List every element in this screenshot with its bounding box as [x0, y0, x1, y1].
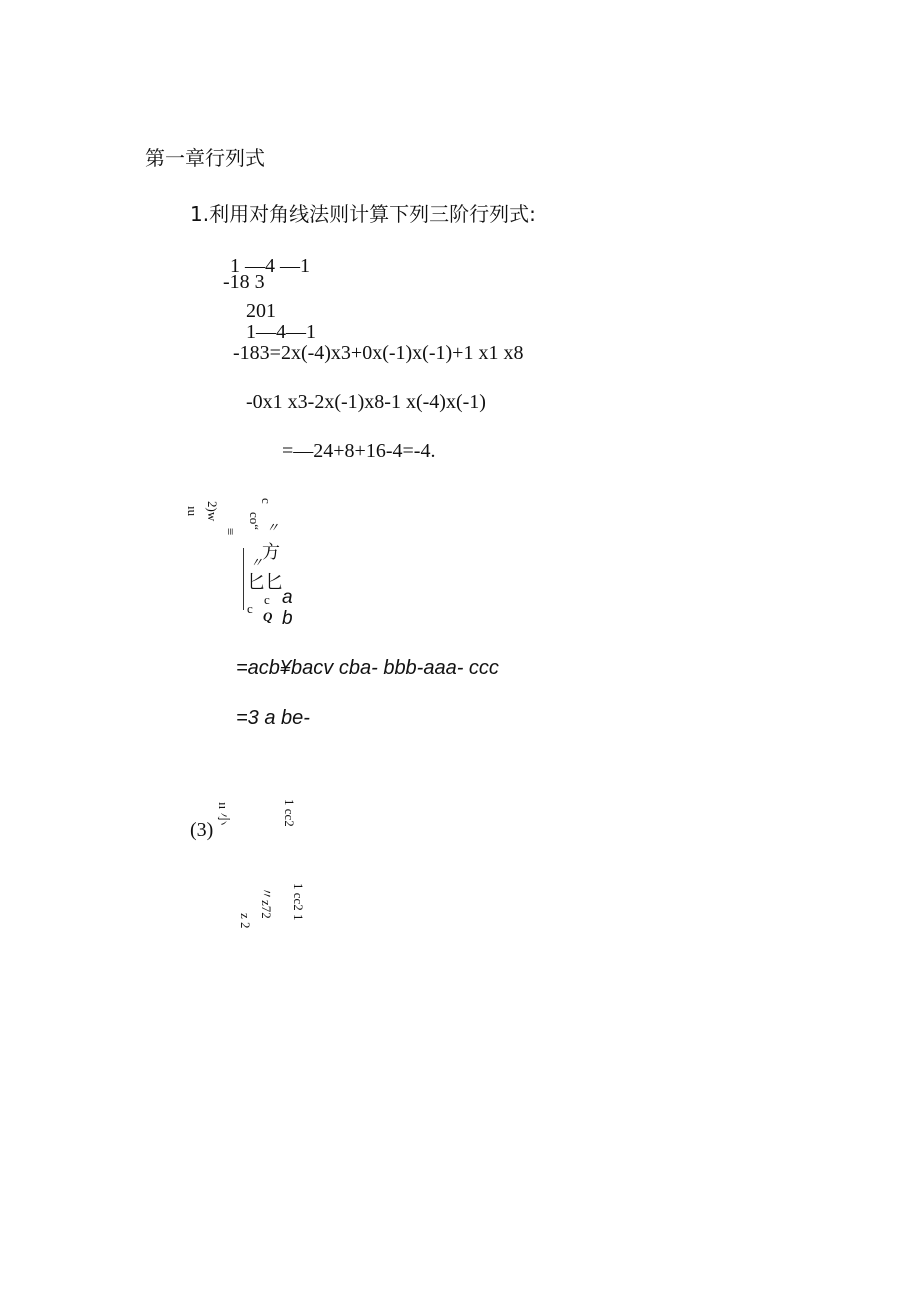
p2-rotated-label: 2)w [205, 501, 220, 522]
p3-label: (3) [190, 819, 214, 841]
p3-rotated-c: 〃z72 [259, 887, 274, 919]
p1-expansion-line-1: -183=2x(-4)x3+0x(-1)x(-1)+1 x1 x8 [233, 342, 524, 364]
p1-result: =—24+8+16-4=-4. [282, 440, 436, 462]
p2-rotated-equiv: ≡ [223, 528, 238, 536]
p2-c-1: c [264, 592, 270, 607]
p3-rotated-d: z 2 [238, 913, 253, 929]
p1-expansion-line-2: -0x1 x3-2x(-1)x8-1 x(-4)x(-1) [246, 391, 486, 413]
p2-a: a [282, 587, 293, 608]
p1-row-201: 201 [246, 300, 276, 322]
p1-top-row: 1 —4 —1 [230, 255, 310, 277]
p2-rotated-label-b: ıu [185, 506, 200, 517]
p2-quote-1: 〃 [266, 520, 280, 535]
p2-b: b [282, 608, 293, 629]
p2-fang: 方 [262, 542, 280, 563]
p2-q: Q [263, 609, 273, 624]
p3-rotated-b: 1 cc2 1 [291, 883, 306, 921]
p2-bi: 匕匕 [247, 572, 283, 593]
chapter-title: 第一章行列式 [145, 146, 265, 170]
p2-quote-2: 〃 [250, 555, 264, 570]
problem-1-intro: 1.利用对角线法则计算下列三阶行列式: [190, 202, 536, 226]
p3-glyph: ıı 小 [216, 802, 231, 826]
p2-result-line-2: =3 a be- [236, 707, 310, 729]
p3-rotated-a: 1 cc2 [282, 799, 297, 827]
p2-c-2: c [247, 601, 253, 616]
determinant-bar [243, 548, 244, 610]
p1-top-row-2: -18 3 [223, 271, 265, 293]
p1-row-mid: 1—4—1 [246, 321, 316, 343]
p2-result-line-1: =acb¥bacv cba- bbb-aaa- ccc [236, 657, 499, 679]
p2-rotated-c: c [259, 498, 274, 504]
p2-rotated-co: co“ [247, 512, 262, 531]
